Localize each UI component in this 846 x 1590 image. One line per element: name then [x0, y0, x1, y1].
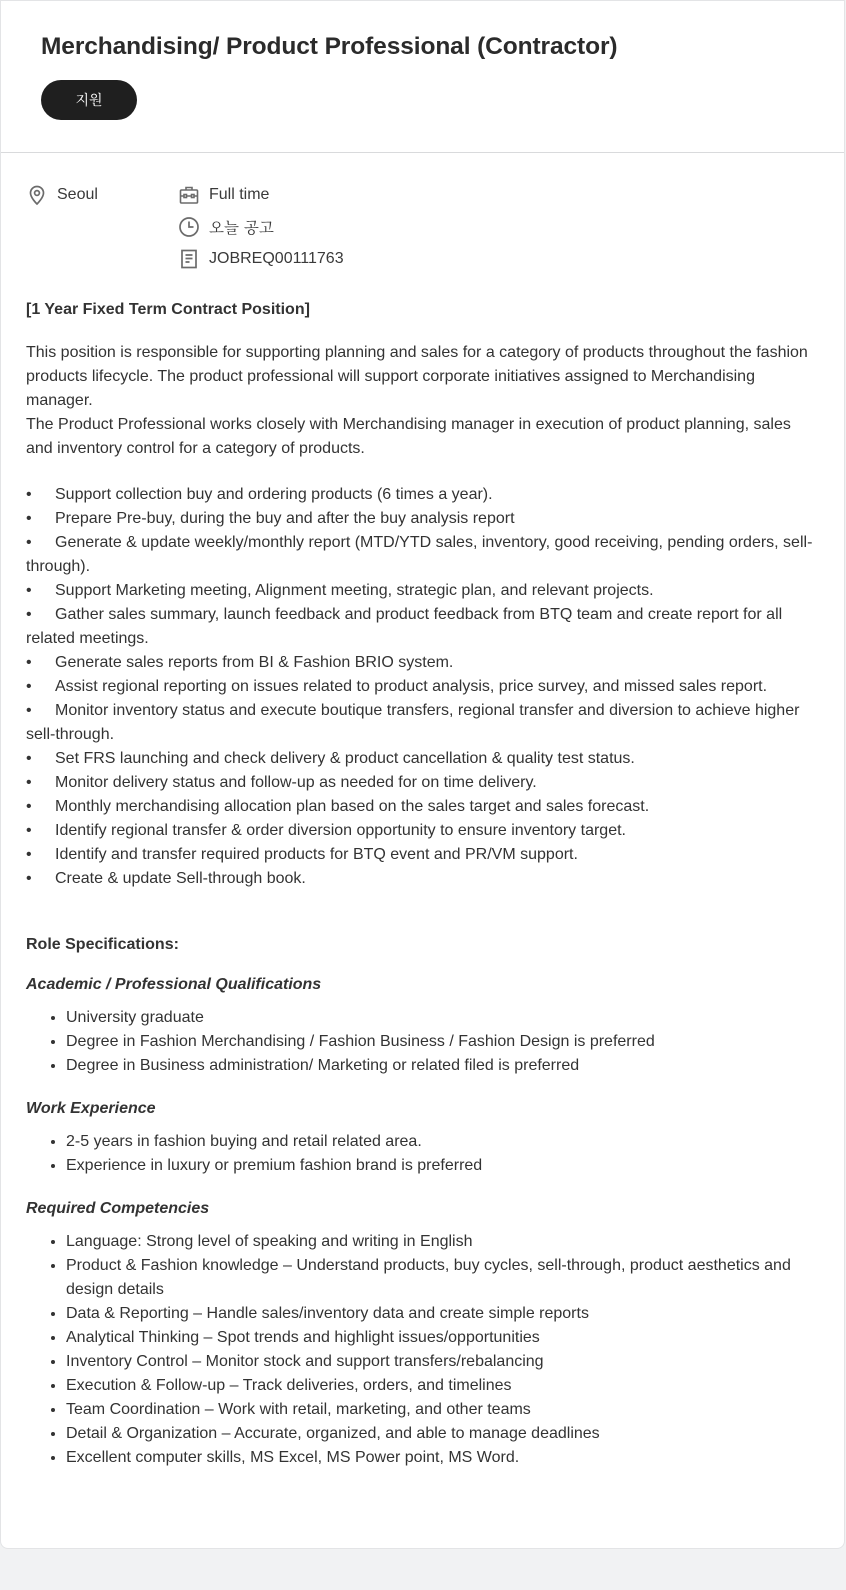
list-item-text: Prepare Pre-buy, during the buy and after the buy analysis report	[55, 510, 515, 527]
bullet-marker: •	[26, 822, 32, 839]
responsibility-item	[26, 531, 819, 579]
bullet-marker: •	[26, 750, 32, 767]
competency-item: • Detail & Organization – Accurate, organized, and able to manage deadlines	[66, 1422, 819, 1446]
competency-item: • Inventory Control – Monitor stock and support transfers/rebalancing	[66, 1350, 819, 1374]
bullet-marker: •	[26, 702, 32, 719]
experience-item: • Experience in luxury or premium fashion brand is preferred	[66, 1154, 819, 1178]
role-spec-heading: Role Specifications:	[26, 936, 179, 953]
responsibility-item	[26, 843, 819, 867]
location-row	[26, 179, 178, 211]
bullet-marker: •	[26, 798, 32, 815]
job-meta	[26, 179, 819, 275]
intro-paragraph-1: This position is responsible for supporting planning and sales for a category of products throughout the fashion products lifecycle. The product professional will support corporate initiatives assigned to Merchandising manager.	[26, 344, 808, 409]
competencies-list	[26, 1230, 819, 1470]
responsibility-item	[26, 651, 819, 675]
employment-type-row	[178, 179, 344, 211]
job-content	[1, 153, 844, 1470]
req-id-row	[178, 243, 344, 275]
academic-heading: Academic / Professional Qualifications	[26, 976, 322, 993]
responsibility-item	[26, 795, 819, 819]
location-text: Seoul	[57, 186, 98, 203]
job-header	[1, 1, 844, 153]
clock-icon	[178, 216, 200, 238]
req-id-text: JOBREQ00111763	[209, 250, 344, 267]
list-item-text: Monitor delivery status and follow-up as needed for on time delivery.	[55, 774, 537, 791]
bullet-marker: •	[26, 510, 32, 527]
list-item-text: Gather sales summary, launch feedback and product feedback from BTQ team and create report for all related meetings.	[26, 606, 783, 647]
qualification-item: • University graduate	[66, 1006, 819, 1030]
competency-item: • Product & Fashion knowledge – Understand products, buy cycles, sell-through, product aesthetics and design details	[66, 1254, 819, 1302]
list-item-text: Monthly merchandising allocation plan based on the sales target and sales forecast.	[55, 798, 650, 815]
responsibility-item	[26, 819, 819, 843]
competency-item: • Analytical Thinking – Spot trends and highlight issues/opportunities	[66, 1326, 819, 1350]
posted-row	[178, 211, 344, 243]
list-item-text: Monitor inventory status and execute boutique transfers, regional transfer and diversion to achieve higher sell-through.	[26, 702, 800, 743]
academic-list	[26, 1006, 819, 1078]
responsibility-item	[26, 699, 819, 747]
location-pin-icon	[26, 184, 48, 206]
intro-paragraph-2: The Product Professional works closely with Merchandising manager in execution of product planning, sales and inventory control for a category of products.	[26, 416, 791, 457]
competency-item: • Excellent computer skills, MS Excel, MS Power point, MS Word.	[66, 1446, 819, 1470]
bullet-marker: •	[26, 870, 32, 887]
responsibility-item	[26, 747, 819, 771]
responsibilities-list	[26, 483, 819, 891]
qualification-item: • Degree in Business administration/ Marketing or related filed is preferred	[66, 1054, 819, 1078]
list-item-text: Generate & update weekly/monthly report (MTD/YTD sales, inventory, good receiving, pending orders, sell-through).	[26, 534, 813, 575]
bullet-marker: •	[26, 678, 32, 695]
list-item-text: Assist regional reporting on issues related to product analysis, price survey, and missed sales report.	[55, 678, 768, 695]
responsibility-item	[26, 579, 819, 603]
document-icon	[178, 248, 200, 270]
responsibility-item	[26, 507, 819, 531]
list-item-text: Identify regional transfer & order diversion opportunity to ensure inventory target.	[55, 822, 626, 839]
briefcase-icon	[178, 184, 200, 206]
posted-text: 오늘 공고	[209, 219, 274, 237]
experience-list	[26, 1130, 819, 1178]
bullet-marker: •	[26, 486, 32, 503]
contract-heading: [1 Year Fixed Term Contract Position]	[26, 301, 310, 318]
bullet-marker: •	[26, 534, 32, 551]
responsibility-item	[26, 867, 819, 891]
list-item-text: Support collection buy and ordering products (6 times a year).	[55, 486, 493, 503]
list-item-text: Set FRS launching and check delivery & product cancellation & quality test status.	[55, 750, 635, 767]
competency-item: • Team Coordination – Work with retail, marketing, and other teams	[66, 1398, 819, 1422]
responsibility-item	[26, 675, 819, 699]
bullet-marker: •	[26, 582, 32, 599]
responsibility-item	[26, 603, 819, 651]
competency-item: • Data & Reporting – Handle sales/inventory data and create simple reports	[66, 1302, 819, 1326]
list-item-text: Support Marketing meeting, Alignment meeting, strategic plan, and relevant projects.	[55, 582, 654, 599]
competency-item: • Execution & Follow-up – Track deliveries, orders, and timelines	[66, 1374, 819, 1398]
page-title: Merchandising/ Product Professional (Contractor)	[41, 33, 618, 60]
list-item-text: Identify and transfer required products for BTQ event and PR/VM support.	[55, 846, 578, 863]
responsibility-item	[26, 771, 819, 795]
employment-type-text: Full time	[209, 186, 270, 203]
qualification-item: • Degree in Fashion Merchandising / Fashion Business / Fashion Design is preferred	[66, 1030, 819, 1054]
apply-button[interactable]: 지원	[41, 80, 137, 120]
experience-heading: Work Experience	[26, 1100, 156, 1117]
competencies-heading: Required Competencies	[26, 1200, 210, 1217]
bullet-marker: •	[26, 606, 32, 623]
list-item-text: Create & update Sell-through book.	[55, 870, 306, 887]
responsibility-item	[26, 483, 819, 507]
competency-item: • Language: Strong level of speaking and writing in English	[66, 1230, 819, 1254]
bullet-marker: •	[26, 846, 32, 863]
bullet-marker: •	[26, 654, 32, 671]
bullet-marker: •	[26, 774, 32, 791]
list-item-text: Generate sales reports from BI & Fashion BRIO system.	[55, 654, 454, 671]
experience-item: • 2-5 years in fashion buying and retail related area.	[66, 1130, 819, 1154]
